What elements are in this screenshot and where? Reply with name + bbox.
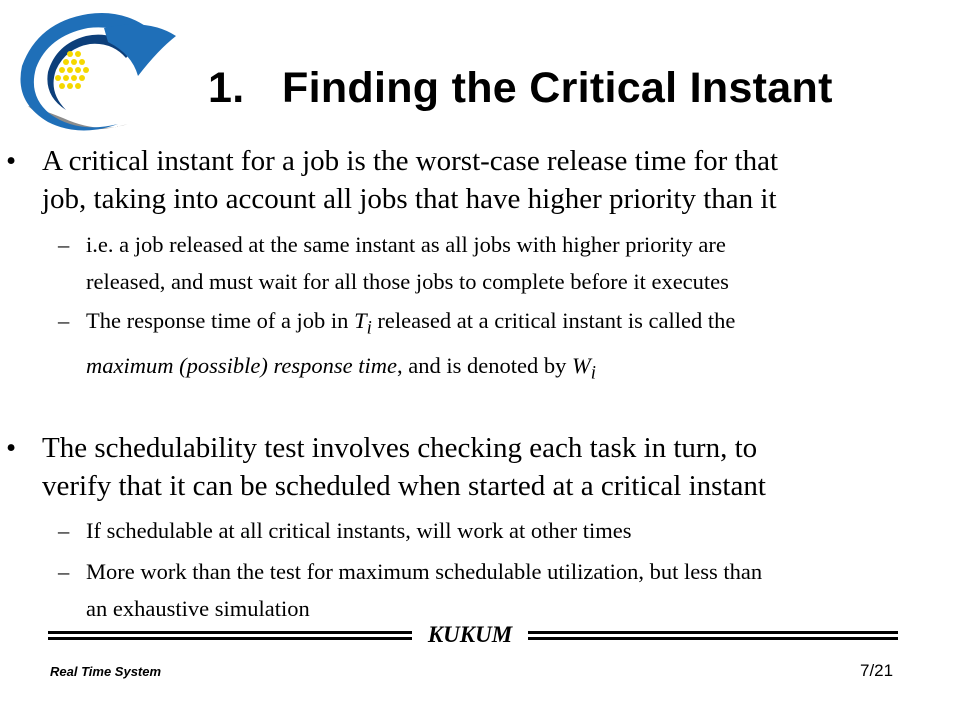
sub-bullet-mark: – bbox=[58, 518, 70, 543]
subscript-i: i bbox=[366, 317, 372, 339]
bullet-line: job, taking into account all jobs that have higher priority than it bbox=[42, 183, 777, 215]
bullet-schedulability-test bbox=[6, 429, 766, 505]
sub-bullet-line: an exhaustive simulation bbox=[86, 596, 310, 621]
sub-bullet-mark: – bbox=[58, 308, 70, 333]
bullet-mark: • bbox=[6, 432, 17, 464]
sub-bullet-line: More work than the test for maximum schedulable utilization, but less than bbox=[86, 559, 763, 584]
symbol-t: T bbox=[354, 308, 367, 333]
sub-bullet-mark: – bbox=[58, 559, 70, 584]
subscript-i: i bbox=[590, 362, 596, 383]
institution-logo bbox=[8, 6, 178, 136]
footer-divider-right bbox=[522, 631, 898, 640]
sub-bullet-more-work bbox=[58, 553, 763, 627]
footer-divider-left bbox=[48, 631, 418, 640]
page-number: 7/21 bbox=[860, 661, 894, 680]
symbol-w: W bbox=[571, 352, 591, 378]
slide-title-text: Finding the Critical Instant bbox=[282, 64, 833, 112]
sub-bullet-line bbox=[86, 302, 735, 347]
text-run: released at a critical instant is called the bbox=[371, 308, 736, 333]
bullet-critical-instant bbox=[6, 142, 779, 218]
slide-number: 1. bbox=[208, 64, 245, 112]
slide-title bbox=[208, 64, 833, 113]
footer-course-name: Real Time System bbox=[50, 664, 162, 679]
text-run: , and is denoted by bbox=[397, 352, 572, 378]
sub-bullet-schedulable-all bbox=[58, 512, 632, 549]
sub-bullet-response-time bbox=[58, 302, 736, 391]
italic-term: maximum (possible) response time bbox=[86, 352, 397, 378]
text-run: The response time of a job in bbox=[86, 308, 355, 333]
sub-bullet-line: released, and must wait for all those jobs to complete before it executes bbox=[86, 269, 729, 294]
sub-bullet-released-same-instant bbox=[58, 226, 729, 300]
bullet-line: A critical instant for a job is the worst-case release time for that bbox=[42, 145, 779, 177]
bullet-line: The schedulability test involves checking each task in turn, to bbox=[42, 432, 758, 464]
sub-bullet-line: If schedulable at all critical instants, will work at other times bbox=[86, 518, 632, 543]
sub-bullet-mark: – bbox=[58, 232, 70, 257]
sub-bullet-line bbox=[86, 347, 735, 392]
bullet-mark: • bbox=[6, 145, 17, 177]
sub-bullet-line: i.e. a job released at the same instant as all jobs with higher priority are bbox=[86, 232, 726, 257]
bullet-line: verify that it can be scheduled when started at a critical instant bbox=[42, 470, 766, 502]
footer-center-label: KUKUM bbox=[412, 622, 528, 648]
